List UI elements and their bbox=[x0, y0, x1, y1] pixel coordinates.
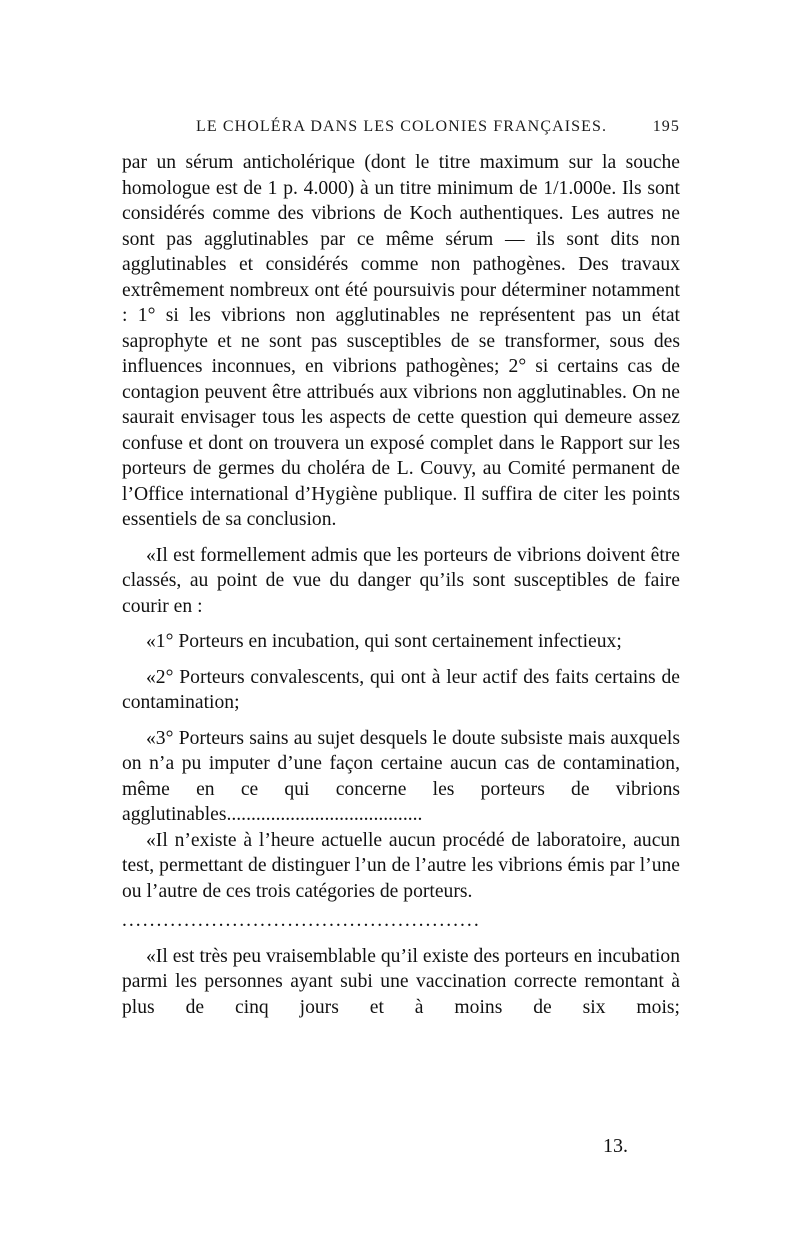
quote-healthy-carriers-text: «3° Porteurs sains au sujet desquels le doute subsiste mais auxquels on n’a pu imputer d’une façon certaine aucun cas de contamination, même en ce qui concerne les porteurs de vibrions agglutinables bbox=[122, 727, 680, 825]
running-title: LE CHOLÉRA DANS LES COLONIES FRANÇAISES. bbox=[196, 118, 608, 135]
running-header bbox=[196, 112, 680, 142]
quote-incubation-carriers: «1° Porteurs en incubation, qui sont certainement infectieux; bbox=[146, 631, 622, 652]
page-number: 195 bbox=[652, 118, 680, 135]
dotted-separator: .................................................... bbox=[122, 910, 481, 931]
quote-no-laboratory-test: «Il n’existe à l’heure actuelle aucun procédé de laboratoire, aucun test, permettant de distinguer l’un de l’autre les vibrions émis par l’une ou l’autre de ces trois catégories de porteurs. bbox=[122, 829, 680, 902]
leader-dots: ........................................ bbox=[226, 804, 423, 825]
signature-folio: 13. bbox=[603, 1135, 628, 1157]
body-text bbox=[122, 150, 680, 1020]
quote-convalescent-carriers: «2° Porteurs convalescents, qui ont à leur actif des faits certains de contamination; bbox=[122, 666, 680, 713]
quote-carriers-classified: «Il est formellement admis que les porteurs de vibrions doivent être classés, au point de vue du danger qu’ils sont susceptibles de faire courir en : bbox=[122, 544, 680, 617]
quote-vaccination-incubation: «Il est très peu vraisemblable qu’il existe des porteurs en incubation parmi les personnes ayant subi une vaccination correcte remontant à plus de cinq jours et à moins de six mois; bbox=[122, 945, 680, 1018]
paragraph-serum-classification: par un sérum anticholérique (dont le titre maximum sur la souche homologue est de 1 p. 4.000) à un titre minimum de 1/1.000e. Ils sont considérés comme des vibrions de Koch authentiques. Les autres ne sont pas agglutinables par ce même sérum — ils sont dits non agglutinables et considérés comme non pathogènes. Des travaux extrêmement nombreux ont été poursuivis pour déterminer notamment : 1° si les vibrions non agglutinables ne représentent pas un état saprophyte et ne sont pas susceptibles de se transformer, sous des influences inconnues, en vibrions pathogènes; 2° si certains cas de contagion peuvent être attribués aux vibrions non agglutinables. On ne saurait envisager tous les aspects de cette question qui demeure assez confuse et dont on trouvera un exposé complet dans le Rapport sur les porteurs de germes du choléra de L. Couvy, au Comité permanent de l’Office international d’Hygiène publique. Il suffira de citer les points essentiels de sa conclusion. bbox=[122, 152, 680, 530]
quote-healthy-carriers bbox=[122, 726, 680, 828]
